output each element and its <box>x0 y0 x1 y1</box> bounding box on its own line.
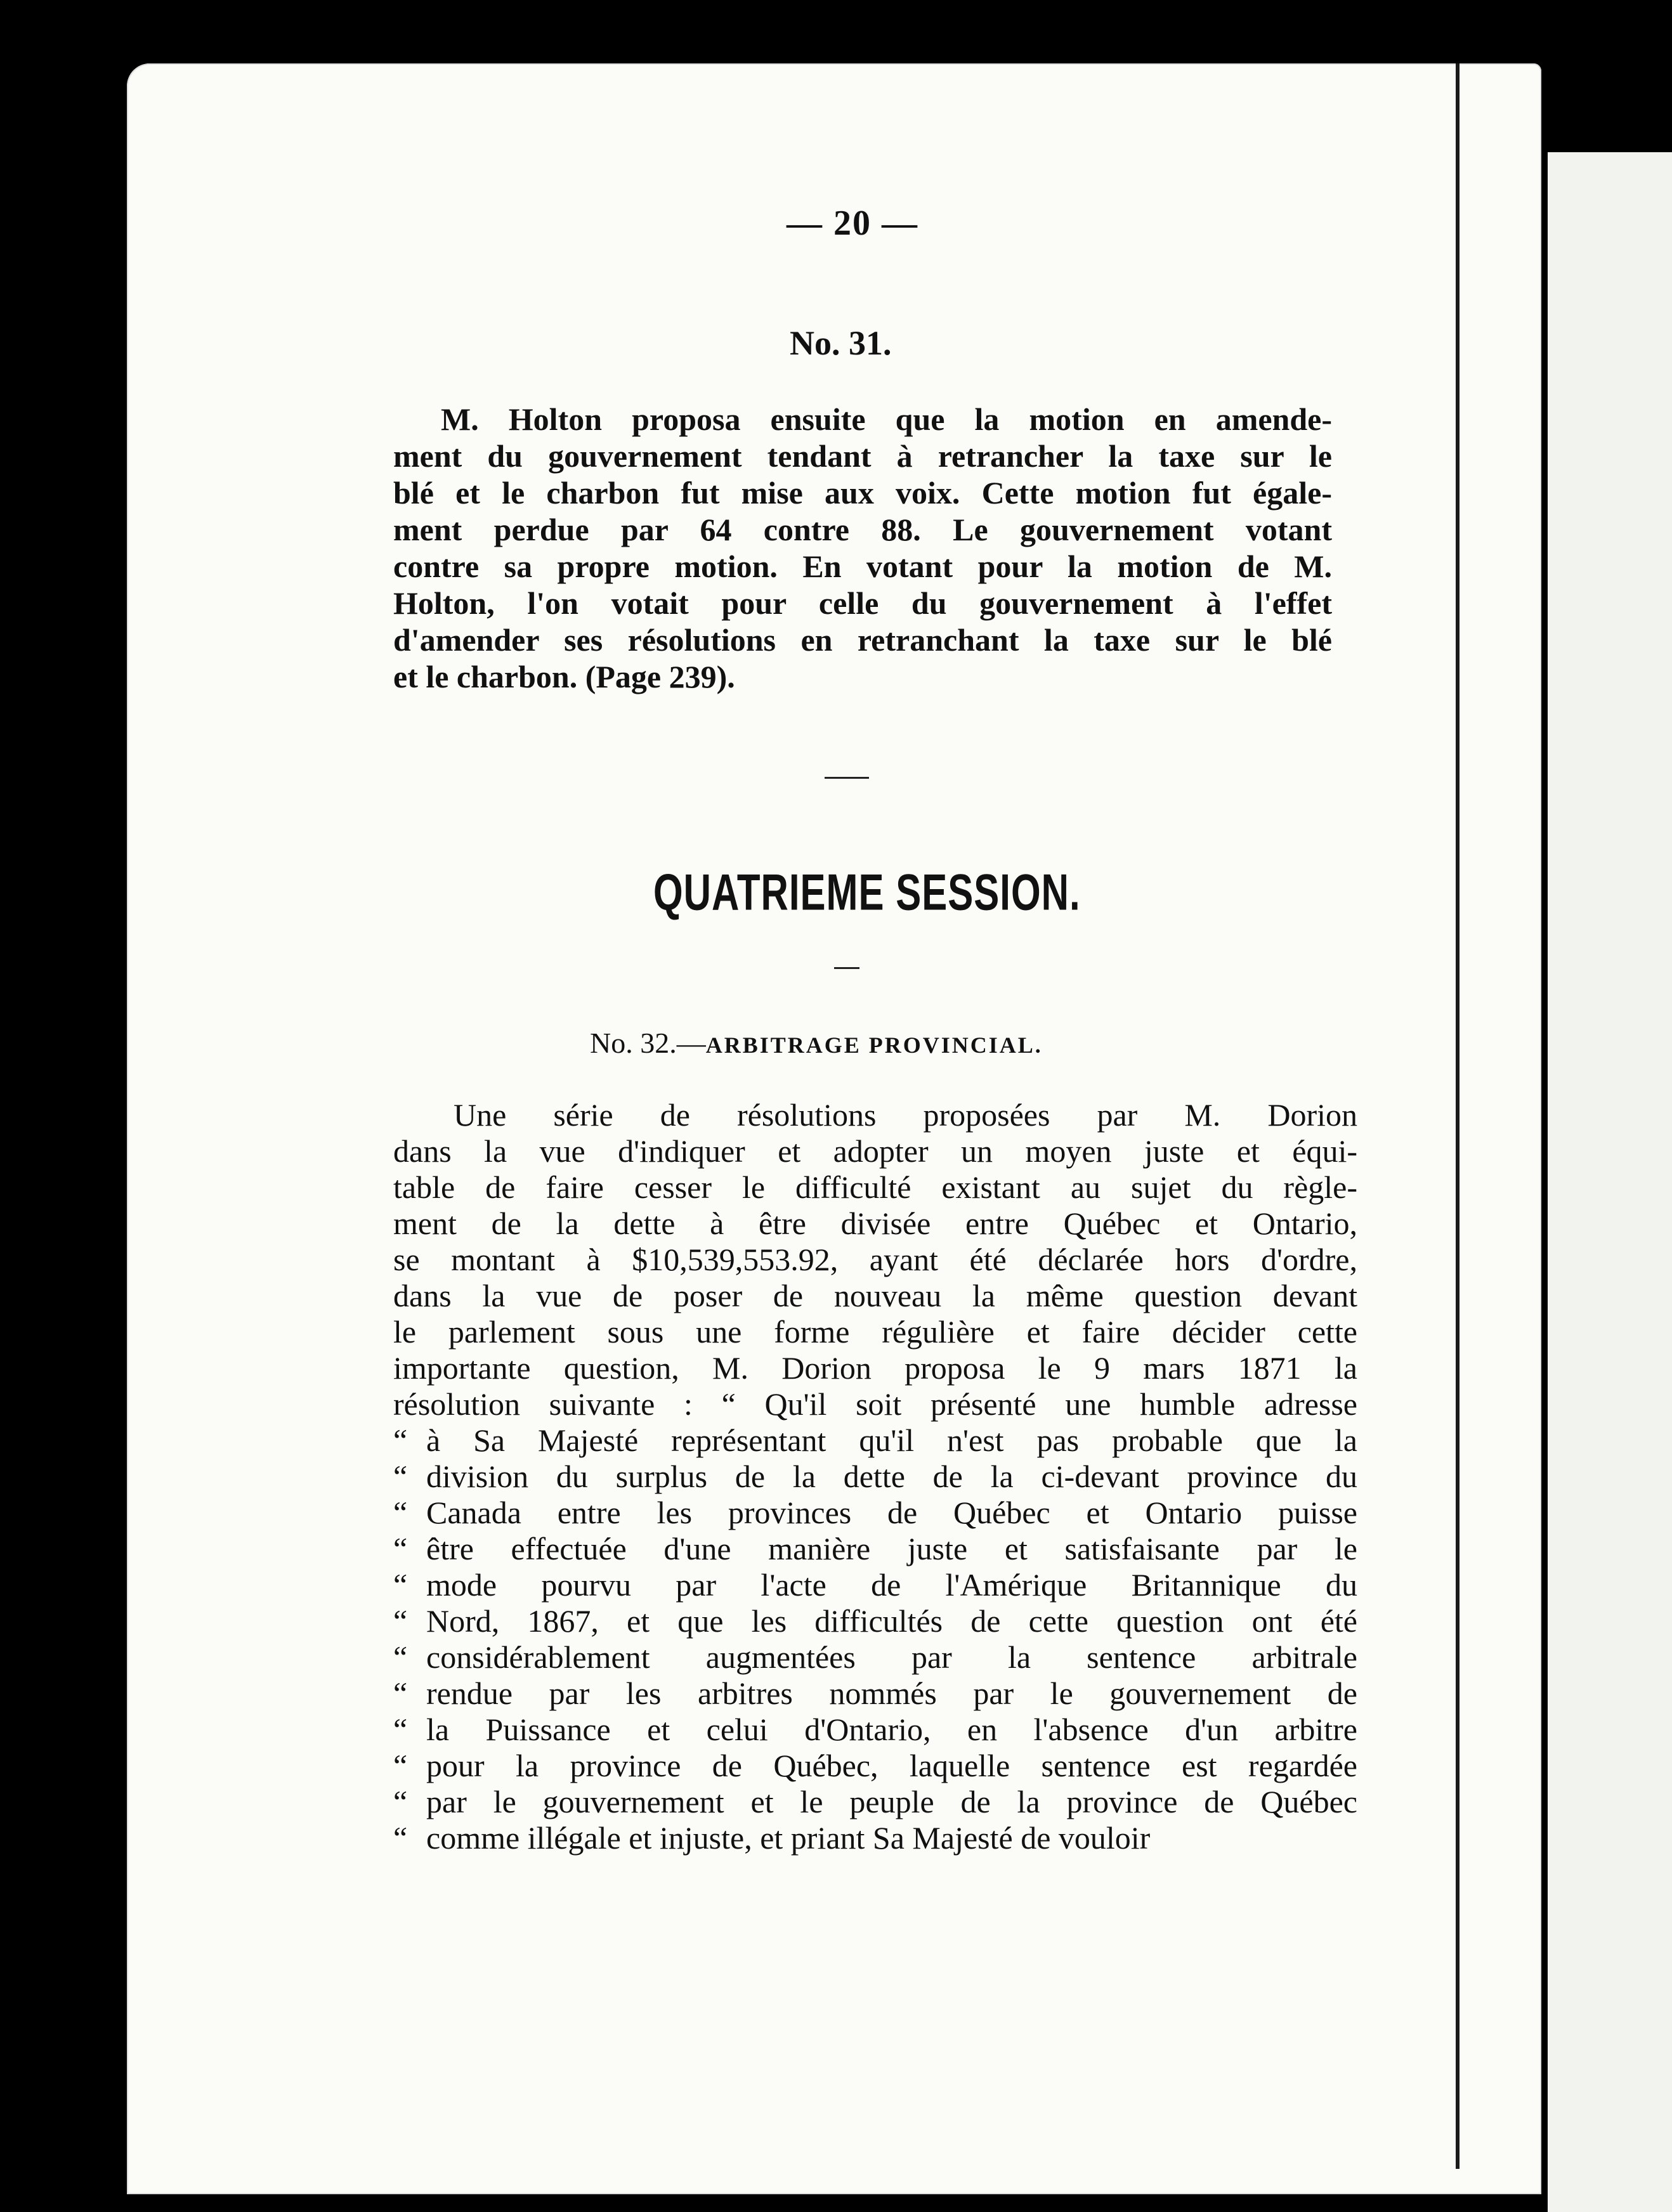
paragraph-line: importante question, M. Dorion proposa le 9 mars 1871 la <box>393 1350 1357 1386</box>
quote-mark: “ <box>393 1639 408 1675</box>
section-heading-32 <box>590 1026 1043 1060</box>
paragraph-line: dans la vue de poser de nouveau la même question devant <box>393 1278 1357 1313</box>
session-title: QUATRIEME SESSION. <box>653 863 1081 921</box>
section-heading-31: No. 31. <box>790 324 892 362</box>
quote-mark: “ <box>393 1675 408 1711</box>
quoted-line <box>393 1531 1357 1567</box>
quoted-line <box>393 1784 1357 1820</box>
paragraph-line: et le charbon. (Page 239). <box>393 659 735 694</box>
title-divider <box>834 967 859 969</box>
quoted-text: la Puissance et celui d'Ontario, en l'absence d'un arbitre <box>426 1712 1357 1747</box>
quote-mark: “ <box>393 1748 408 1783</box>
quoted-text: par le gouvernement et le peuple de la province de Québec <box>426 1784 1357 1819</box>
quoted-text: mode pourvu par l'acte de l'Amérique Britannique du <box>426 1567 1357 1603</box>
quoted-text: pour la province de Québec, laquelle sentence est regardée <box>426 1748 1357 1783</box>
paragraph-line: Holton, l'on votait pour celle du gouvernement à l'effet <box>393 585 1332 621</box>
quote-mark: “ <box>393 1567 408 1603</box>
quote-mark: “ <box>393 1820 408 1856</box>
paragraph-line: M. Holton proposa ensuite que la motion en amende- <box>441 401 1332 437</box>
quoted-line <box>393 1459 1357 1495</box>
adjacent-page-edge <box>1548 152 1672 2212</box>
paragraph-line: se montant à $10,539,553.92, ayant été déclarée hors d'ordre, <box>393 1242 1357 1277</box>
quoted-text: division du surplus de la dette de la ci-devant province du <box>426 1459 1357 1494</box>
paragraph-line: dans la vue d'indiquer et adopter un moyen juste et équi- <box>393 1133 1357 1169</box>
quote-mark: “ <box>393 1495 408 1530</box>
quoted-lines <box>393 1422 1357 1856</box>
section-divider <box>825 777 869 779</box>
paragraph-line: ment de la dette à être divisée entre Québec et Ontario, <box>393 1206 1357 1241</box>
quoted-line <box>393 1603 1357 1639</box>
paragraph-line: résolution suivante : “ Qu'il soit présenté une humble adresse <box>393 1386 1357 1422</box>
quoted-text: comme illégale et injuste, et priant Sa Majesté de vouloir <box>426 1820 1151 1856</box>
quote-mark: “ <box>393 1422 408 1458</box>
paragraph-line: le parlement sous une forme régulière et faire décider cette <box>393 1314 1357 1350</box>
quoted-line <box>393 1422 1357 1459</box>
quoted-line <box>393 1820 1357 1856</box>
page-gutter <box>1456 63 1460 2169</box>
paragraph-31 <box>393 401 1332 695</box>
section-heading-number: No. 32.— <box>590 1027 706 1059</box>
quoted-line <box>393 1567 1357 1603</box>
quote-mark: “ <box>393 1603 408 1639</box>
paragraph-line: contre sa propre motion. En votant pour la motion de M. <box>393 549 1332 584</box>
quoted-line <box>393 1495 1357 1531</box>
paragraph-line: d'amender ses résolutions en retranchant la taxe sur le blé <box>393 622 1332 658</box>
section-heading-title: ARBITRAGE PROVINCIAL. <box>705 1032 1043 1058</box>
paragraph-line: blé et le charbon fut mise aux voix. Cette motion fut égale- <box>393 475 1332 511</box>
paragraph-line: ment perdue par 64 contre 88. Le gouvernement votant <box>393 512 1332 547</box>
quote-mark: “ <box>393 1784 408 1819</box>
quoted-text: considérablement augmentées par la sentence arbitrale <box>426 1639 1357 1675</box>
quoted-text: être effectuée d'une manière juste et satisfaisante par le <box>426 1531 1357 1566</box>
quoted-text: Nord, 1867, et que les difficultés de cette question ont été <box>426 1603 1357 1639</box>
paragraph-32 <box>393 1097 1357 1856</box>
quote-mark: “ <box>393 1712 408 1747</box>
paragraph-line: Une série de résolutions proposées par M. Dorion <box>454 1097 1357 1133</box>
quote-mark: “ <box>393 1459 408 1494</box>
page-number: — 20 — <box>787 204 918 243</box>
quoted-line <box>393 1712 1357 1748</box>
quoted-line <box>393 1639 1357 1675</box>
quote-mark: “ <box>393 1531 408 1566</box>
paragraph-line: table de faire cesser le difficulté existant au sujet du règle- <box>393 1169 1357 1205</box>
quoted-text: rendue par les arbitres nommés par le gouvernement de <box>426 1675 1357 1711</box>
quoted-text: à Sa Majesté représentant qu'il n'est pas probable que la <box>426 1422 1357 1458</box>
quoted-line <box>393 1675 1357 1712</box>
quoted-line <box>393 1748 1357 1784</box>
paragraph-line: ment du gouvernement tendant à retrancher la taxe sur le <box>393 438 1332 474</box>
quoted-text: Canada entre les provinces de Québec et Ontario puisse <box>426 1495 1357 1530</box>
